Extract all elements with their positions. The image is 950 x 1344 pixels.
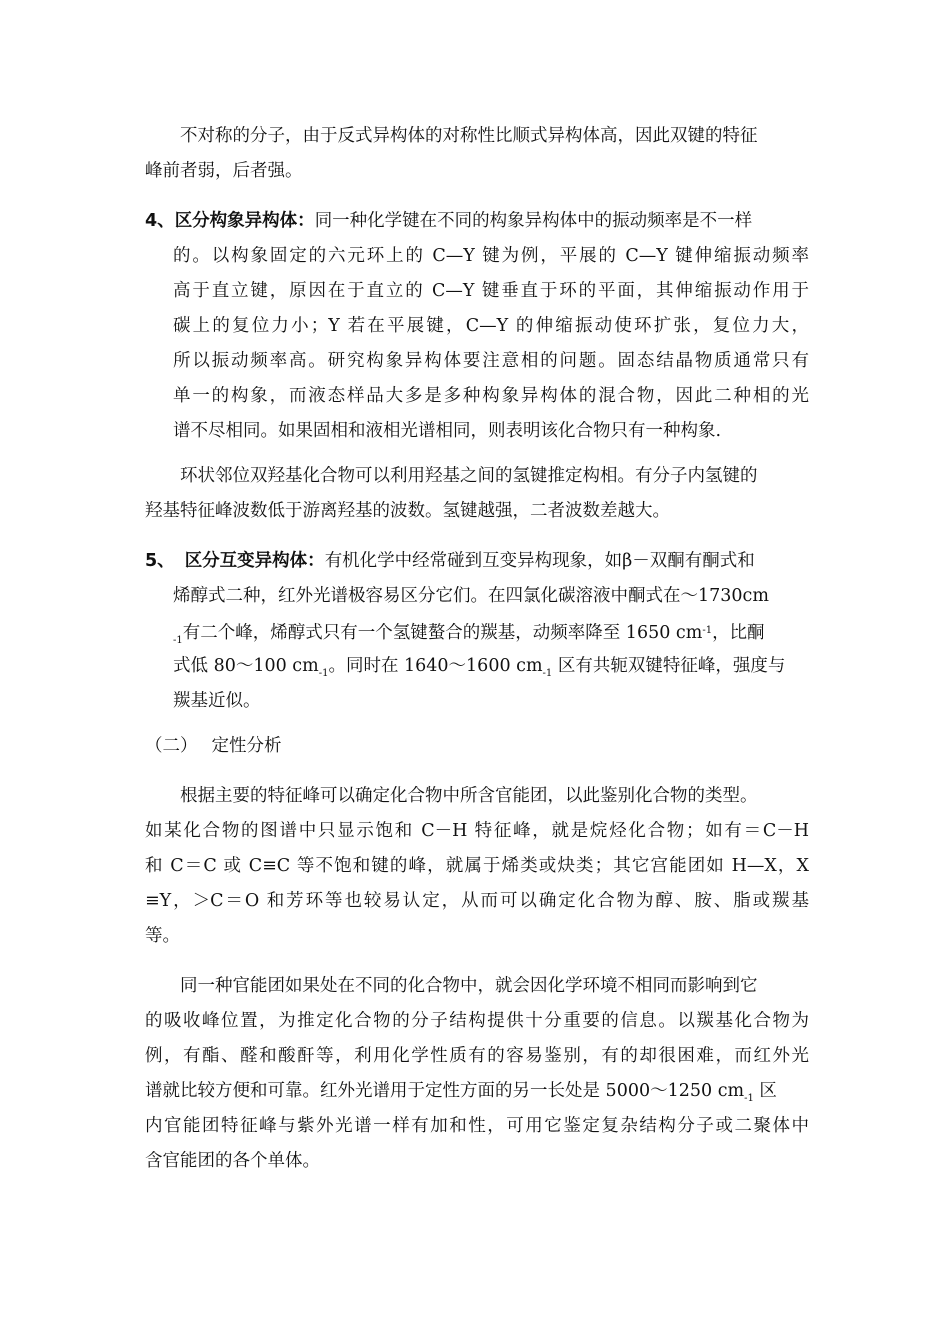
- paragraph-line: 的吸收峰位置，为推定化合物的分子结构提供十分重要的信息。以羰基化合物为: [145, 1011, 809, 1031]
- item-4-line: 单一的构象，而液态样品大多是多种构象异构体的混合物，因此二种相的光: [173, 386, 809, 406]
- paragraph-line: 同一种官能团如果处在不同的化合物中，就会因化学环境不相同而影响到它: [180, 976, 758, 996]
- paragraph-line: 内官能团特征峰与紫外光谱一样有加和性，可用它鉴定复杂结构分子或二聚体中: [145, 1116, 809, 1136]
- paragraph-line: ≡Y，＞C＝O 和芳环等也较易认定，从而可以确定化合物为醇、胺、脂或羰基: [145, 891, 809, 911]
- paragraph-line: 等。: [145, 926, 180, 946]
- paragraph-line: 羟基特征峰波数低于游离羟基的波数。氢键越强，二者波数差越大。: [145, 501, 670, 521]
- paragraph-line: 不对称的分子，由于反式异构体的对称性比顺式异构体高，因此双键的特征: [180, 126, 758, 146]
- section-heading: （二） 定性分析: [145, 736, 282, 756]
- paragraph-line: 峰前者弱，后者强。: [145, 161, 303, 181]
- paragraph-line: 和 C＝C 或 C≡C 等不饱和键的峰，就属于烯类或炔类；其它宫能团如 H—X，X: [145, 856, 809, 876]
- item-4-line: 所以振动频率高。研究构象异构体要注意相的问题。固态结晶物质通常只有: [173, 351, 809, 371]
- item-4-heading-line: 4、区分构象异构体：同一种化学键在不同的构象异构体中的振动频率是不一样: [145, 211, 753, 231]
- item-5-line: 羰基近似。: [173, 691, 261, 711]
- item-4-line: 谱不尽相同。如果固相和液相光谱相同，则表明该化合物只有一种构象.: [173, 421, 722, 441]
- item-number: 4、: [145, 211, 175, 231]
- paragraph-line: 环状邻位双羟基化合物可以利用羟基之间的氢键推定构相。有分子内氢键的: [180, 466, 758, 486]
- item-5-line: 式低 80～100 $cm_{-1}$。同时在 1640～1600 $cm_{-1}$ 区有共轭双键特征峰，强度与: [173, 656, 786, 679]
- item-4-line: 碳上的复位力小；Y 若在平展键，C—Y 的伸缩振动使环扩张，复位力大，: [173, 316, 809, 336]
- paragraph-line: 含官能团的各个单体。: [145, 1151, 320, 1171]
- item-number: 5、: [145, 551, 175, 571]
- item-4-line: 的。以构象固定的六元环上的 C—Y 键为例，平展的 C—Y 键伸缩振动频率: [173, 246, 809, 266]
- paragraph-line: 例，有酯、醛和酸酐等，利用化学性质有的容易鉴别，有的却很困难，而红外光: [145, 1046, 809, 1066]
- item-4-line: 高于直立键，原因在于直立的 C—Y 键垂直于环的平面，其伸缩振动作用于: [173, 281, 809, 301]
- item-title: 区分互变异构体：: [184, 551, 325, 571]
- item-5-line: $_{-1}$有二个峰，烯醇式只有一个氢键螯合的羰基，动频率降至 1650 $cm^{-1}$，比酮: [173, 623, 765, 646]
- paragraph-line: 谱就比较方便和可靠。红外光谱用于定性方面的另一长处是 5000～1250 $cm_{-1}$ 区: [145, 1081, 777, 1104]
- item-title: 区分构象异构体：: [174, 211, 315, 231]
- item-5-heading-line: 5、 区分互变异构体：有机化学中经常碰到互变异构现象，如β－双酮有酮式和: [145, 551, 755, 571]
- paragraph-line: 根据主要的特征峰可以确定化合物中所含官能团，以此鉴别化合物的类型。: [180, 786, 758, 806]
- item-5-line: 烯醇式二种，红外光谱极容易区分它们。在四氯化碳溶液中酮式在～1730cm: [173, 586, 769, 606]
- paragraph-line: 如某化合物的图谱中只显示饱和 C－H 特征峰，就是烷烃化合物；如有＝C－H: [145, 821, 809, 841]
